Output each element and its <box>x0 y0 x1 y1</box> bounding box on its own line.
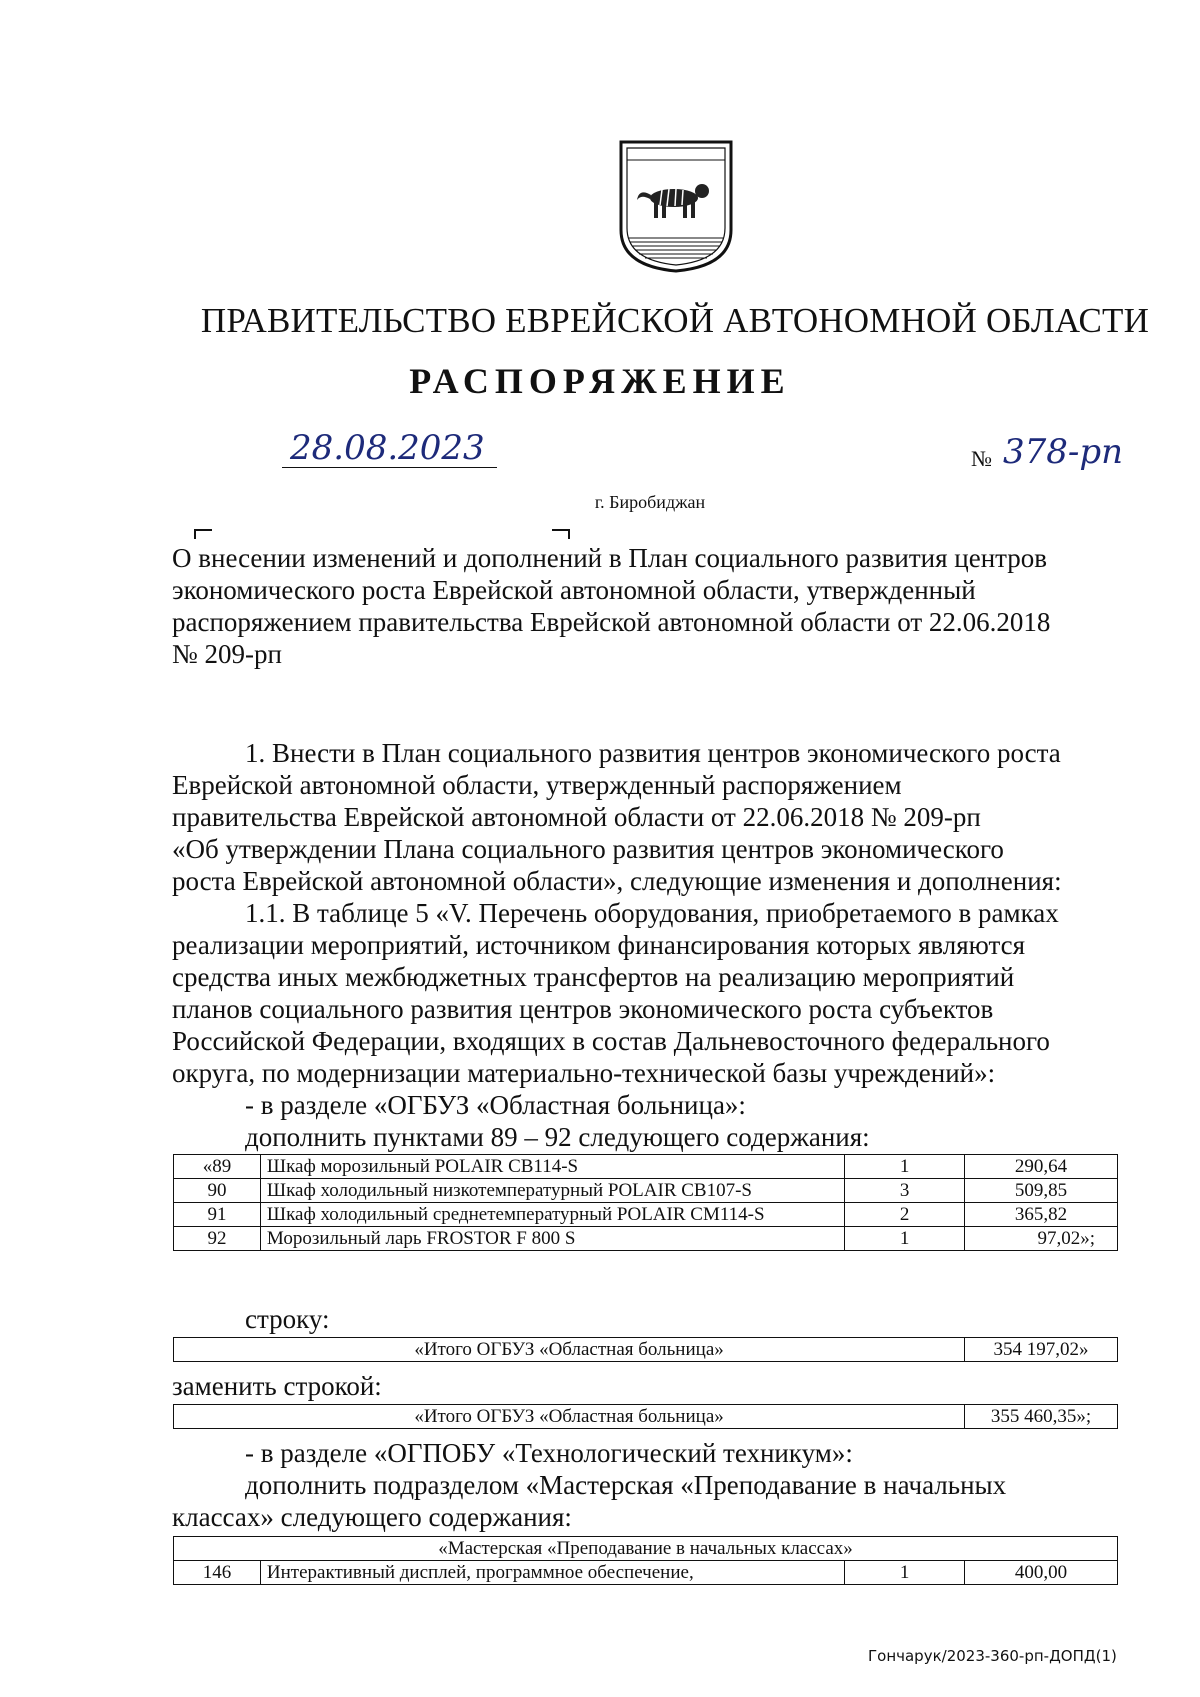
table-row <box>174 1179 1118 1203</box>
add-points-text: дополнить пунктами 89 – 92 следующего содержания: <box>245 1122 870 1152</box>
row-number: 90 <box>174 1179 261 1203</box>
text-line: Российской Федерации, входящих в состав Дальневосточного федерального <box>172 1026 1050 1056</box>
item-name: Шкаф холодильный среднетемпературный POLAIR CM114-S <box>260 1203 844 1227</box>
section-1-heading: - в разделе «ОГБУЗ «Областная больница»: <box>245 1090 746 1120</box>
title-corner-right <box>552 529 570 539</box>
handwritten-number: 378-рп <box>1003 432 1124 472</box>
item-quantity: 1 <box>845 1227 965 1251</box>
total-new-table <box>173 1404 1118 1429</box>
table-row <box>174 1338 1118 1362</box>
total-old-table <box>173 1337 1118 1362</box>
text-line: 1.1. В таблице 5 «V. Перечень оборудования, приобретаемого в рамках <box>245 898 1059 928</box>
organization-name: ПРАВИТЕЛЬСТВО ЕВРЕЙСКОЙ АВТОНОМНОЙ ОБЛАСТИ <box>200 301 1150 340</box>
text-line: средства иных межбюджетных трансфертов на реализацию мероприятий <box>172 962 1015 992</box>
paragraph-1 <box>172 737 1118 897</box>
paragraph-1-1 <box>172 897 1118 1089</box>
table-row <box>174 1405 1118 1429</box>
title-corner-left <box>194 529 212 539</box>
replace-with-text: заменить строкой: <box>172 1371 382 1401</box>
add-subsection-text <box>172 1469 1118 1533</box>
total-value: 355 460,35»; <box>965 1405 1118 1429</box>
row-number: 92 <box>174 1227 261 1251</box>
text-line: дополнить подразделом «Мастерская «Преподавание в начальных <box>245 1470 1007 1500</box>
coat-of-arms-emblem <box>617 138 735 274</box>
item-name: Шкаф холодильный низкотемпературный POLAIR CB107-S <box>260 1179 844 1203</box>
document-type: РАСПОРЯЖЕНИЕ <box>409 361 791 401</box>
footer-reference: Гончарук/2023-360-рп-ДОПД(1) <box>868 1647 1117 1665</box>
city-line: г. Биробиджан <box>594 492 706 512</box>
item-sum: 509,85 <box>965 1179 1118 1203</box>
section-2-heading: - в разделе «ОГПОБУ «Технологический техникум»: <box>245 1438 853 1468</box>
text-line: округа, по модернизации материально-технической базы учреждений»: <box>172 1058 996 1088</box>
text-line: «Об утверждении Плана социального развития центров экономического <box>172 834 1004 864</box>
item-sum: 97,02»; <box>965 1227 1118 1251</box>
table-row <box>174 1203 1118 1227</box>
date-underline <box>282 467 497 468</box>
title-line: экономического роста Еврейской автономной области, утвержденный <box>172 575 976 605</box>
item-quantity: 1 <box>845 1561 965 1585</box>
item-sum: 290,64 <box>965 1155 1118 1179</box>
item-name: Морозильный ларь FROSTOR F 800 S <box>260 1227 844 1251</box>
item-quantity: 2 <box>845 1203 965 1227</box>
item-name: Интерактивный дисплей, программное обеспечение, <box>260 1561 844 1585</box>
workshop-table <box>173 1536 1118 1585</box>
item-name: Шкаф морозильный POLAIR CB114-S <box>260 1155 844 1179</box>
title-line: О внесении изменений и дополнений в План социального развития центров <box>172 543 1048 573</box>
title-line: № 209-рп <box>172 639 282 669</box>
text-line: правительства Еврейской автономной области от 22.06.2018 № 209-рп <box>172 802 981 832</box>
text-line: 1. Внести в План социального развития центров экономического роста <box>245 738 1061 768</box>
text-line: планов социального развития центров экономического роста субъектов <box>172 994 994 1024</box>
item-quantity: 1 <box>845 1155 965 1179</box>
table-row <box>174 1227 1118 1251</box>
item-quantity: 3 <box>845 1179 965 1203</box>
item-sum: 400,00 <box>965 1561 1118 1585</box>
text-line: роста Еврейской автономной области», следующие изменения и дополнения: <box>172 866 1062 896</box>
document-title <box>172 542 1118 670</box>
title-line: распоряжением правительства Еврейской автономной области от 22.06.2018 <box>172 607 1051 637</box>
table-row <box>174 1537 1118 1561</box>
text-line: реализации мероприятий, источником финансирования которых являются <box>172 930 1025 960</box>
row-word-text: строку: <box>245 1304 330 1334</box>
number-sign: № <box>971 446 992 471</box>
row-number: 146 <box>174 1561 261 1585</box>
total-label: «Итого ОГБУЗ «Областная больница» <box>174 1405 965 1429</box>
row-number: 91 <box>174 1203 261 1227</box>
row-number: «89 <box>174 1155 261 1179</box>
total-value: 354 197,02» <box>965 1338 1118 1362</box>
handwritten-date: 28.08.2023 <box>290 428 485 468</box>
total-label: «Итого ОГБУЗ «Областная больница» <box>174 1338 965 1362</box>
text-line: Еврейской автономной области, утвержденный распоряжением <box>172 770 902 800</box>
equipment-table <box>173 1154 1118 1251</box>
table-row <box>174 1155 1118 1179</box>
text-line: классах» следующего содержания: <box>172 1502 572 1532</box>
subsection-title: «Мастерская «Преподавание в начальных классах» <box>174 1537 1118 1561</box>
table-row <box>174 1561 1118 1585</box>
item-sum: 365,82 <box>965 1203 1118 1227</box>
